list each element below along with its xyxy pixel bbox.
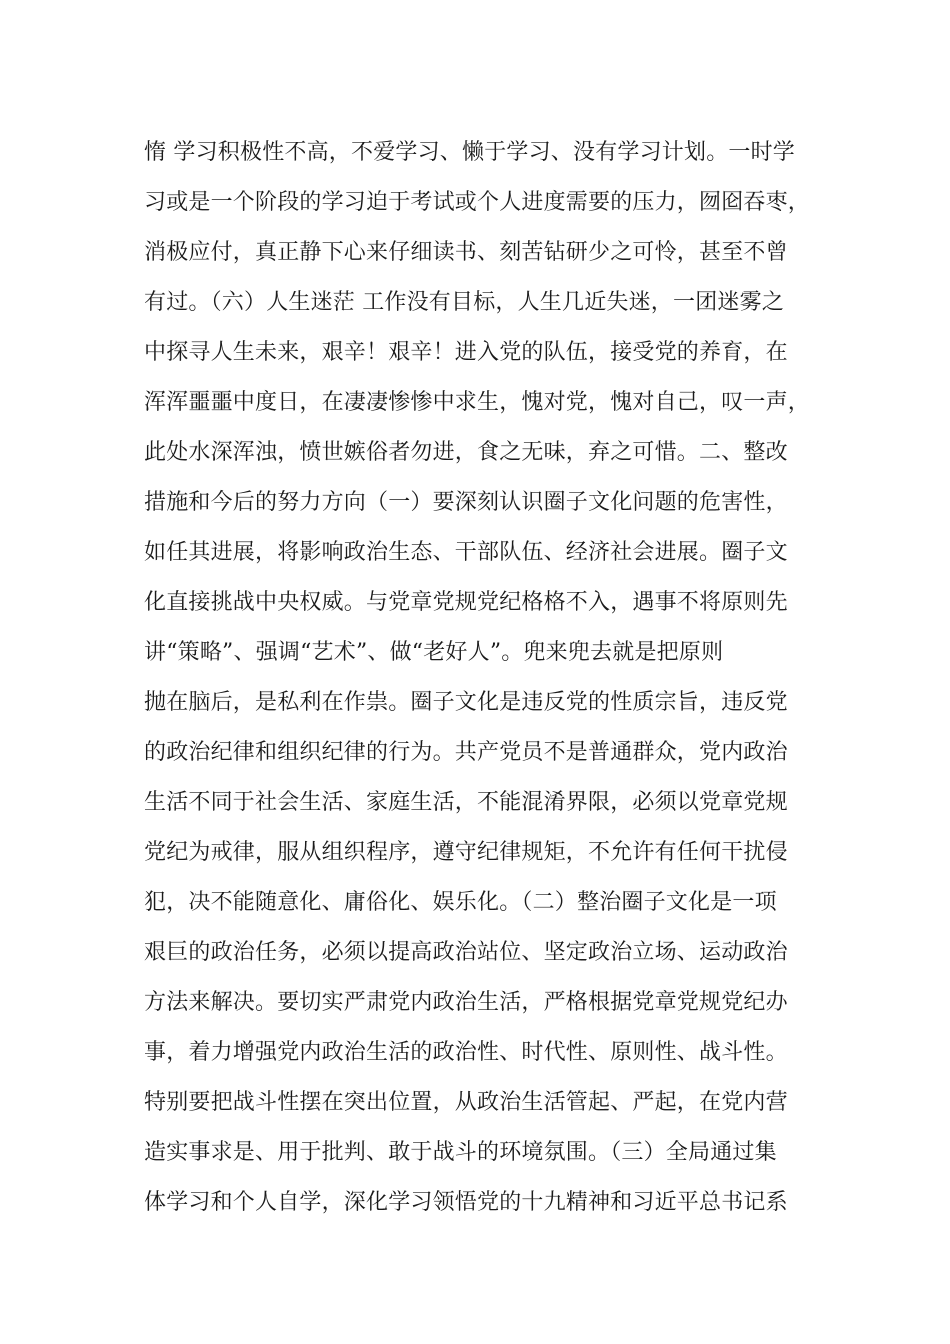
text-line: 的政治纪律和组织纪律的行为。共产党员不是普通群众，党内政治 (144, 740, 788, 765)
text-line: 有过。（六）人生迷茫 工作没有目标，人生几近失迷，一团迷雾之 (144, 290, 784, 315)
text-line: 体学习和个人自学，深化学习领悟党的十九精神和习近平总书记系 (144, 1190, 788, 1215)
text-line: 化直接挑战中央权威。与党章党规党纪格格不入，遇事不将原则先 (144, 590, 788, 615)
text-line: 事，着力增强党内政治生活的政治性、时代性、原则性、战斗性。 (144, 1040, 788, 1065)
text-line: 惰 学习积极性不高，不爱学习、懒于学习、没有学习计划。一时学 (144, 140, 795, 165)
body-text (144, 128, 824, 1228)
text-line: 讲“策略”、强调“艺术”、做“老好人”。兜来兜去就是把原则 (144, 640, 724, 665)
text-line: 浑浑噩噩中度日，在凄凄惨惨中求生，愧对党，愧对自己，叹一声， (144, 390, 811, 415)
text-line: 生活不同于社会生活、家庭生活，不能混淆界限，必须以党章党规 (144, 790, 788, 815)
text-line: 中探寻人生未来，艰辛！艰辛！进入党的队伍，接受党的养育，在 (144, 340, 788, 365)
text-line: 艰巨的政治任务，必须以提高政治站位、坚定政治立场、运动政治 (144, 940, 788, 965)
text-line: 方法来解决。要切实严肃党内政治生活，严格根据党章党规党纪办 (144, 990, 788, 1015)
text-line: 特别要把战斗性摆在突出位置，从政治生活管起、严起，在党内营 (144, 1090, 788, 1115)
text-line: 此处水深浑浊，愤世嫉俗者勿进，食之无味，弃之可惜。二、整改 (144, 440, 788, 465)
text-line: 犯，决不能随意化、庸俗化、娱乐化。（二）整治圈子文化是一项 (144, 890, 777, 915)
text-line: 党纪为戒律，服从组织程序，遵守纪律规矩，不允许有任何干扰侵 (144, 840, 788, 865)
text-line: 习或是一个阶段的学习迫于考试或个人进度需要的压力，囫囵吞枣， (144, 190, 811, 215)
text-line: 措施和今后的努力方向（一）要深刻认识圈子文化问题的危害性， (144, 490, 788, 515)
text-line: 消极应付，真正静下心来仔细读书、刻苦钻研少之可怜，甚至不曾 (144, 240, 788, 265)
text-line: 如任其进展，将影响政治生态、干部队伍、经济社会进展。圈子文 (144, 540, 788, 565)
text-line: 抛在脑后，是私利在作祟。圈子文化是违反党的性质宗旨，违反党 (144, 690, 788, 715)
text-line: 造实事求是、用于批判、敢于战斗的环境氛围。（三）全局通过集 (144, 1140, 777, 1165)
